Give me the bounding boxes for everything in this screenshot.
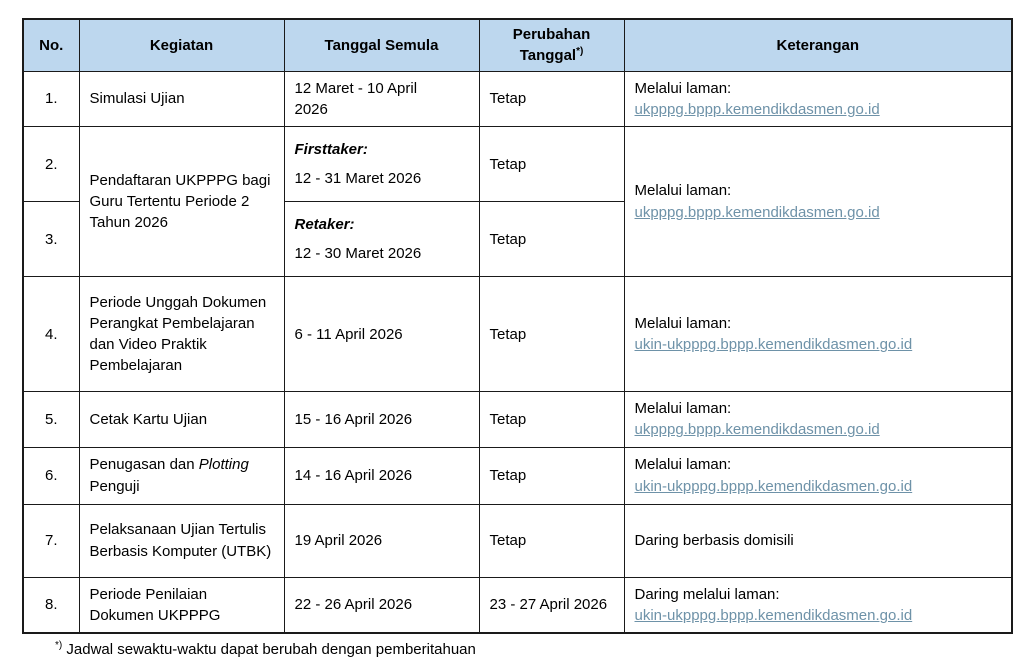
cell-perubahan: Tetap [479,504,624,577]
keterangan-label: Melalui laman: [634,182,732,200]
keterangan-label: Melalui laman: [634,79,732,97]
cell-no: 8. [23,577,79,633]
cell-tanggal-semula: 22 - 26 April 2026 [284,577,479,633]
cell-tanggal-semula: 19 April 2026 [284,504,479,577]
cell-perubahan: Tetap [479,71,624,127]
keterangan-label: Melalui laman: [634,400,732,418]
cell-keterangan-merged [624,127,1012,277]
cell-keterangan [624,277,1012,392]
footnote [55,641,1024,658]
cell-no: 5. [23,392,79,448]
table-row-2 [23,127,1012,202]
table-row-1 [23,71,1012,127]
cell-kegiatan: Simulasi Ujian [79,71,284,127]
retaker-date: 12 - 30 Maret 2026 [294,244,422,262]
plotting-italic: Plotting [198,456,249,474]
cell-tanggal-semula: 14 - 16 April 2026 [284,447,479,504]
footnote-marker: *) [55,640,63,652]
table-row-6 [23,447,1012,504]
header-row [23,19,1012,71]
cell-keterangan [624,577,1012,633]
keterangan-link[interactable]: ukin-ukpppg.bppp.kemendikdasmen.go.id [634,607,913,625]
cell-perubahan: Tetap [479,127,624,202]
retaker-label: Retaker: [294,216,355,234]
keterangan-label: Melalui laman: [634,456,732,474]
header-keterangan: Keterangan [624,19,1012,71]
cell-keterangan: Daring berbasis domisili [624,504,1012,577]
keterangan-link[interactable]: ukpppg.bppp.kemendikdasmen.go.id [634,100,880,118]
cell-tanggal-semula: 15 - 16 April 2026 [284,392,479,448]
cell-kegiatan: Pelaksanaan Ujian Tertulis Berbasis Komputer (UTBK) [79,504,284,577]
table-row-5 [23,392,1012,448]
schedule-table [22,18,1013,634]
firsttaker-date: 12 - 31 Maret 2026 [294,169,422,187]
cell-keterangan [624,71,1012,127]
cell-perubahan: Tetap [479,277,624,392]
table-row-4 [23,277,1012,392]
footnote-text: Jadwal sewaktu-waktu dapat berubah dengan pemberitahuan [62,641,476,659]
keterangan-link[interactable]: ukpppg.bppp.kemendikdasmen.go.id [634,421,880,439]
header-perubahan-tanggal: Perubahan Tanggal*) [479,19,624,71]
cell-kegiatan: Penugasan dan Plotting Penguji [79,447,284,504]
cell-kegiatan: Periode Penilaian Dokumen UKPPPG [79,577,284,633]
cell-no: 3. [23,202,79,277]
keterangan-link[interactable]: ukin-ukpppg.bppp.kemendikdasmen.go.id [634,336,913,354]
cell-tanggal-semula [284,202,479,277]
firsttaker-label: Firsttaker: [294,141,368,159]
cell-no: 2. [23,127,79,202]
cell-no: 6. [23,447,79,504]
cell-kegiatan: Periode Unggah Dokumen Perangkat Pembelajaran dan Video Praktik Pembelajaran [79,277,284,392]
keterangan-label: Daring melalui laman: [634,585,780,603]
header-kegiatan: Kegiatan [79,19,284,71]
keterangan-link[interactable]: ukpppg.bppp.kemendikdasmen.go.id [634,203,880,221]
cell-keterangan [624,392,1012,448]
cell-tanggal-semula [284,127,479,202]
cell-perubahan: 23 - 27 April 2026 [479,577,624,633]
header-no: No. [23,19,79,71]
footnote-marker-sup: *) [576,46,584,58]
cell-keterangan [624,447,1012,504]
table-row-8 [23,577,1012,633]
cell-perubahan: Tetap [479,202,624,277]
cell-tanggal-semula: 6 - 11 April 2026 [284,277,479,392]
keterangan-label: Melalui laman: [634,314,732,332]
table-row-7 [23,504,1012,577]
header-tanggal-semula: Tanggal Semula [284,19,479,71]
keterangan-link[interactable]: ukin-ukpppg.bppp.kemendikdasmen.go.id [634,477,913,495]
cell-no: 4. [23,277,79,392]
cell-no: 7. [23,504,79,577]
cell-kegiatan: Cetak Kartu Ujian [79,392,284,448]
cell-perubahan: Tetap [479,392,624,448]
cell-perubahan: Tetap [479,447,624,504]
cell-tanggal-semula: 12 Maret - 10 April 2026 [284,71,479,127]
cell-no: 1. [23,71,79,127]
cell-kegiatan-merged: Pendaftaran UKPPPG bagi Guru Tertentu Periode 2 Tahun 2026 [79,127,284,277]
